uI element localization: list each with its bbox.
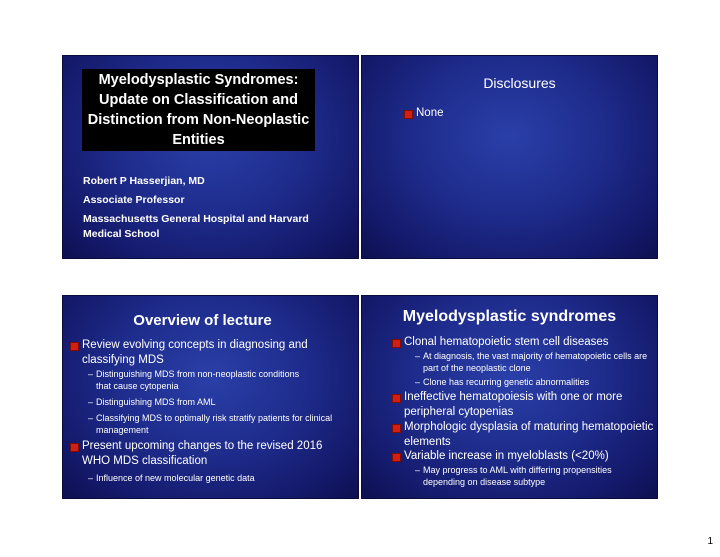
list-item: Variable increase in myeloblasts (<20%) [392, 449, 654, 464]
list-subitem: – May progress to AML with differing propensities depending on disease subtype [415, 465, 612, 487]
slide-1-title-box [82, 69, 315, 151]
list-item: None [404, 106, 444, 121]
list-subitem: – Clone has recurring genetic abnormalities [415, 377, 590, 387]
red-square-bullet-icon [70, 443, 79, 452]
list-subitem: – Influence of new molecular genetic data [88, 473, 255, 483]
list-subitem: – Distinguishing MDS from AML [88, 397, 216, 407]
red-square-bullet-icon [70, 342, 79, 351]
slide-4-mds [361, 295, 658, 499]
red-square-bullet-icon [392, 424, 401, 433]
slide-2-disclosures [361, 55, 658, 259]
list-item: Review evolving concepts in diagnosing and classifying MDS [70, 338, 325, 368]
list-subitem: – Classifying MDS to optimally risk stratify patients for clinical management [88, 413, 333, 435]
list-subitem: – Distinguishing MDS from non-neoplastic conditions that cause cytopenia [88, 369, 300, 391]
page-number: 1 [707, 536, 713, 547]
author-title: Associate Professor [83, 194, 185, 206]
red-square-bullet-icon [392, 394, 401, 403]
slide-2-title: Disclosures [483, 75, 556, 91]
slide-3-title: Overview of lecture [133, 312, 272, 329]
author-affiliation: Massachusetts General Hospital and Harvard Medical School [83, 213, 309, 240]
slide-3-overview [62, 295, 359, 499]
list-subitem: – At diagnosis, the vast majority of hematopoietic cells are part of the neoplastic clone [415, 351, 648, 373]
presentation-title: Myelodysplastic Syndromes: Update on Classification and Distinction from Non-Neoplastic Entities [87, 72, 310, 148]
slide-1-title [62, 55, 359, 259]
red-square-bullet-icon [404, 110, 413, 119]
list-item: Clonal hematopoietic stem cell diseases [392, 335, 654, 350]
red-square-bullet-icon [392, 453, 401, 462]
list-item: Ineffective hematopoiesis with one or more peripheral cytopenias [392, 390, 654, 420]
list-item: Present upcoming changes to the revised 2016 WHO MDS classification [70, 439, 325, 469]
red-square-bullet-icon [392, 339, 401, 348]
author-block [83, 174, 343, 246]
list-item: Morphologic dysplasia of maturing hematopoietic elements [392, 420, 654, 450]
slide-4-title: Myelodysplastic syndromes [402, 308, 617, 325]
author-name: Robert P Hasserjian, MD [83, 175, 205, 187]
